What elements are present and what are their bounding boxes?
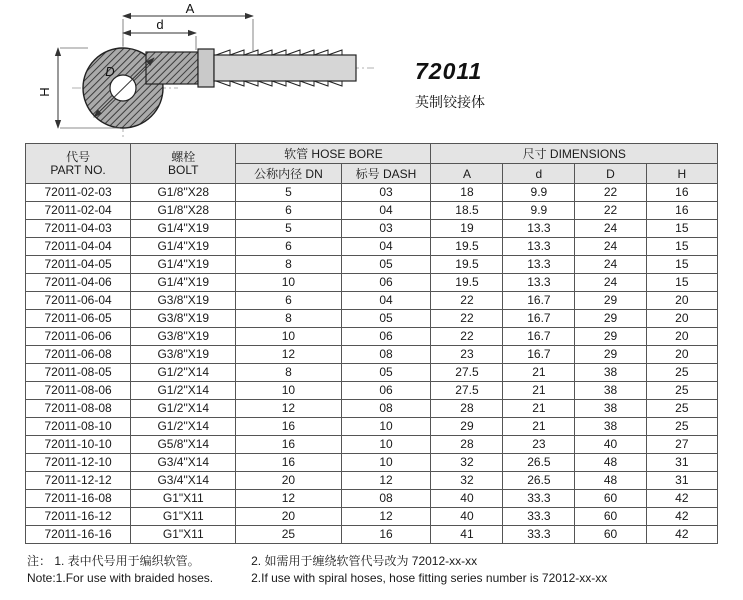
- col-header-part-no-en: PART NO.: [50, 162, 106, 177]
- table-cell: 8: [236, 310, 341, 328]
- table-cell: 13.3: [503, 220, 575, 238]
- table-cell: 08: [341, 346, 431, 364]
- table-cell: 72011-12-12: [26, 472, 131, 490]
- table-cell: G1/8"X28: [131, 184, 236, 202]
- table-row: [26, 184, 718, 202]
- table-row: [26, 292, 718, 310]
- table-cell: 08: [341, 400, 431, 418]
- table-cell: 72011-04-04: [26, 238, 131, 256]
- table-cell: 12: [341, 472, 431, 490]
- table-row: [26, 508, 718, 526]
- table-cell: 04: [341, 292, 431, 310]
- col-header-bolt-en: BOLT: [168, 162, 199, 177]
- table-cell: 22: [431, 310, 503, 328]
- table-cell: 31: [646, 454, 717, 472]
- table-cell: 06: [341, 328, 431, 346]
- table-cell: 72011-06-06: [26, 328, 131, 346]
- table-cell: 05: [341, 310, 431, 328]
- table-cell: 19.5: [431, 274, 503, 292]
- table-cell: G1/2"X14: [131, 400, 236, 418]
- table-cell: 38: [575, 382, 646, 400]
- table-cell: 6: [236, 238, 341, 256]
- dim-label-d: d: [156, 17, 164, 32]
- table-cell: 16: [236, 436, 341, 454]
- table-row: [26, 400, 718, 418]
- table-cell: 40: [431, 490, 503, 508]
- table-cell: 29: [575, 328, 646, 346]
- table-cell: 25: [646, 400, 717, 418]
- table-cell: 16.7: [503, 292, 575, 310]
- table-cell: 06: [341, 274, 431, 292]
- table-cell: 13.3: [503, 256, 575, 274]
- table-row: [26, 418, 718, 436]
- table-cell: 24: [575, 220, 646, 238]
- table-cell: 24: [575, 274, 646, 292]
- table-cell: 13.3: [503, 274, 575, 292]
- table-cell: 38: [575, 418, 646, 436]
- table-cell: 04: [341, 202, 431, 220]
- spec-table: [25, 143, 718, 544]
- table-cell: 72011-10-10: [26, 436, 131, 454]
- table-cell: 20: [646, 292, 717, 310]
- table-cell: G1"X11: [131, 490, 236, 508]
- dim-label-big-d: D: [105, 64, 115, 79]
- table-cell: 20: [646, 310, 717, 328]
- table-cell: 15: [646, 220, 717, 238]
- fitting-collar: [198, 49, 214, 87]
- table-cell: 72011-04-03: [26, 220, 131, 238]
- table-cell: 19: [431, 220, 503, 238]
- col-header-bolt-zh: 螺栓: [171, 149, 196, 164]
- table-cell: 31: [646, 472, 717, 490]
- table-row: [26, 238, 718, 256]
- footer-notes: [27, 553, 743, 587]
- table-cell: 48: [575, 454, 646, 472]
- table-cell: G1/8"X28: [131, 202, 236, 220]
- col-header-part-no: [26, 144, 131, 184]
- table-cell: 33.3: [503, 526, 575, 544]
- table-cell: 20: [236, 472, 341, 490]
- table-row: [26, 526, 718, 544]
- table-cell: 23: [503, 436, 575, 454]
- note-column-2: [251, 553, 607, 587]
- col-header-a: A: [431, 164, 503, 184]
- table-cell: 72011-08-05: [26, 364, 131, 382]
- table-cell: 28: [431, 436, 503, 454]
- note-en-2: 2.If use with spiral hoses, hose fitting series number is 72012-xx-xx: [251, 571, 608, 585]
- table-row: [26, 454, 718, 472]
- table-cell: 22: [431, 292, 503, 310]
- table-cell: 18.5: [431, 202, 503, 220]
- col-header-h: H: [646, 164, 717, 184]
- page-subtitle: 英制铰接体: [415, 94, 485, 110]
- table-cell: 42: [646, 526, 717, 544]
- fitting-drawing-svg: [28, 2, 380, 140]
- table-cell: G3/4"X14: [131, 454, 236, 472]
- table-cell: 60: [575, 526, 646, 544]
- table-cell: 72011-04-05: [26, 256, 131, 274]
- table-cell: 23: [431, 346, 503, 364]
- table-cell: 16: [236, 418, 341, 436]
- table-cell: 29: [575, 310, 646, 328]
- table-cell: 12: [341, 508, 431, 526]
- table-cell: 8: [236, 364, 341, 382]
- table-cell: 72011-16-16: [26, 526, 131, 544]
- table-cell: 29: [575, 292, 646, 310]
- table-cell: G1/4"X19: [131, 274, 236, 292]
- table-cell: 21: [503, 400, 575, 418]
- table-cell: 04: [341, 238, 431, 256]
- table-cell: 25: [646, 418, 717, 436]
- table-cell: G1/2"X14: [131, 382, 236, 400]
- note-zh-2: 2. 如需用于缠绕软管代号改为 72012-xx-xx: [251, 554, 478, 568]
- note-en-1: Note:1.For use with braided hoses.: [27, 571, 214, 585]
- table-cell: 72011-06-08: [26, 346, 131, 364]
- col-header-dn: 公称内径 DN: [236, 164, 341, 184]
- table-row: [26, 310, 718, 328]
- table-cell: 20: [236, 508, 341, 526]
- table-row: [26, 328, 718, 346]
- table-row: [26, 436, 718, 454]
- table-cell: 24: [575, 256, 646, 274]
- table-cell: 25: [646, 364, 717, 382]
- table-cell: 6: [236, 292, 341, 310]
- table-cell: 72011-16-12: [26, 508, 131, 526]
- table-cell: 08: [341, 490, 431, 508]
- table-cell: 32: [431, 454, 503, 472]
- table-cell: G1/4"X19: [131, 256, 236, 274]
- table-cell: 42: [646, 490, 717, 508]
- table-cell: 8: [236, 256, 341, 274]
- table-cell: 48: [575, 472, 646, 490]
- table-cell: 72011-16-08: [26, 490, 131, 508]
- table-cell: 32: [431, 472, 503, 490]
- table-cell: 20: [646, 328, 717, 346]
- table-cell: 28: [431, 400, 503, 418]
- table-cell: 24: [575, 238, 646, 256]
- table-cell: 72011-08-08: [26, 400, 131, 418]
- hose-tail: [214, 55, 356, 81]
- col-header-d: d: [503, 164, 575, 184]
- table-cell: G3/8"X19: [131, 346, 236, 364]
- table-cell: 12: [236, 346, 341, 364]
- table-cell: 72011-04-06: [26, 274, 131, 292]
- table-cell: 15: [646, 238, 717, 256]
- table-cell: 26.5: [503, 454, 575, 472]
- table-cell: 10: [341, 418, 431, 436]
- table-cell: 72011-02-04: [26, 202, 131, 220]
- table-cell: 18: [431, 184, 503, 202]
- table-cell: 42: [646, 508, 717, 526]
- table-cell: 29: [575, 346, 646, 364]
- table-cell: G1/2"X14: [131, 418, 236, 436]
- table-cell: 25: [236, 526, 341, 544]
- table-cell: 03: [341, 220, 431, 238]
- table-cell: G3/8"X19: [131, 328, 236, 346]
- table-cell: 10: [236, 274, 341, 292]
- title-block: [415, 58, 485, 112]
- table-cell: 15: [646, 274, 717, 292]
- table-cell: G1/4"X19: [131, 238, 236, 256]
- table-cell: 9.9: [503, 202, 575, 220]
- table-cell: 38: [575, 364, 646, 382]
- page-title: 72011: [415, 58, 483, 84]
- table-cell: 15: [646, 256, 717, 274]
- table-cell: 72011-08-10: [26, 418, 131, 436]
- table-cell: 72011-06-05: [26, 310, 131, 328]
- dim-label-a: A: [185, 2, 195, 16]
- table-cell: G3/8"X19: [131, 310, 236, 328]
- table-cell: 60: [575, 508, 646, 526]
- dim-label-h: H: [37, 87, 52, 97]
- table-cell: 60: [575, 490, 646, 508]
- table-cell: 03: [341, 184, 431, 202]
- table-cell: 21: [503, 418, 575, 436]
- table-cell: 16: [236, 454, 341, 472]
- table-cell: 06: [341, 382, 431, 400]
- table-cell: 6: [236, 202, 341, 220]
- table-cell: 05: [341, 256, 431, 274]
- table-cell: 72011-08-06: [26, 382, 131, 400]
- table-cell: 72011-12-10: [26, 454, 131, 472]
- table-cell: 16.7: [503, 310, 575, 328]
- col-header-dash: 标号 DASH: [341, 164, 431, 184]
- col-header-part-no-zh: 代号: [66, 149, 91, 164]
- table-cell: 22: [431, 328, 503, 346]
- table-cell: G1/4"X19: [131, 220, 236, 238]
- table-row: [26, 364, 718, 382]
- table-cell: G3/8"X19: [131, 292, 236, 310]
- table-cell: 16.7: [503, 346, 575, 364]
- table-cell: 22: [575, 202, 646, 220]
- table-cell: 22: [575, 184, 646, 202]
- table-cell: 25: [646, 382, 717, 400]
- table-row: [26, 220, 718, 238]
- table-cell: G5/8"X14: [131, 436, 236, 454]
- table-header: [26, 144, 718, 184]
- technical-drawing: [28, 2, 380, 145]
- col-header-dimensions: 尺寸 DIMENSIONS: [431, 144, 718, 164]
- table-cell: 16.7: [503, 328, 575, 346]
- table-cell: 9.9: [503, 184, 575, 202]
- table-cell: 40: [431, 508, 503, 526]
- hose-tail-barbs-top: [216, 50, 342, 55]
- table-cell: 16: [341, 526, 431, 544]
- table-cell: 16: [646, 184, 717, 202]
- table-cell: 19.5: [431, 238, 503, 256]
- table-row: [26, 274, 718, 292]
- table-cell: 10: [236, 328, 341, 346]
- table-cell: 21: [503, 382, 575, 400]
- table-cell: 38: [575, 400, 646, 418]
- table-cell: 72011-06-04: [26, 292, 131, 310]
- col-header-bolt: [131, 144, 236, 184]
- table-cell: 16: [646, 202, 717, 220]
- table-cell: 40: [575, 436, 646, 454]
- table-cell: 33.3: [503, 508, 575, 526]
- table-cell: G1"X11: [131, 508, 236, 526]
- table-cell: 10: [236, 382, 341, 400]
- page-header: [0, 0, 743, 141]
- table-cell: 19.5: [431, 256, 503, 274]
- table-cell: 41: [431, 526, 503, 544]
- table-cell: 12: [236, 490, 341, 508]
- table-cell: 72011-02-03: [26, 184, 131, 202]
- table-cell: 20: [646, 346, 717, 364]
- table-row: [26, 202, 718, 220]
- table-cell: G1/2"X14: [131, 364, 236, 382]
- table-cell: 05: [341, 364, 431, 382]
- table-cell: 5: [236, 184, 341, 202]
- table-cell: 27: [646, 436, 717, 454]
- col-header-hose-bore: 软管 HOSE BORE: [236, 144, 431, 164]
- table-cell: 27.5: [431, 364, 503, 382]
- table-cell: 10: [341, 454, 431, 472]
- fitting-neck: [146, 52, 198, 84]
- table-cell: 5: [236, 220, 341, 238]
- table-row: [26, 256, 718, 274]
- table-row: [26, 490, 718, 508]
- col-header-big-d: D: [575, 164, 646, 184]
- table-cell: 27.5: [431, 382, 503, 400]
- table-row: [26, 472, 718, 490]
- table-cell: 26.5: [503, 472, 575, 490]
- table-cell: 10: [341, 436, 431, 454]
- table-cell: G3/4"X14: [131, 472, 236, 490]
- note-column-1: [27, 553, 213, 587]
- table-cell: 21: [503, 364, 575, 382]
- table-cell: 33.3: [503, 490, 575, 508]
- table-cell: G1"X11: [131, 526, 236, 544]
- note-zh-1: 注： 1. 表中代号用于编织软管。: [27, 554, 200, 568]
- table-body: [26, 184, 718, 544]
- table-cell: 29: [431, 418, 503, 436]
- table-row: [26, 346, 718, 364]
- table-cell: 13.3: [503, 238, 575, 256]
- table-cell: 12: [236, 400, 341, 418]
- table-row: [26, 382, 718, 400]
- hose-tail-barbs-bottom: [216, 81, 342, 86]
